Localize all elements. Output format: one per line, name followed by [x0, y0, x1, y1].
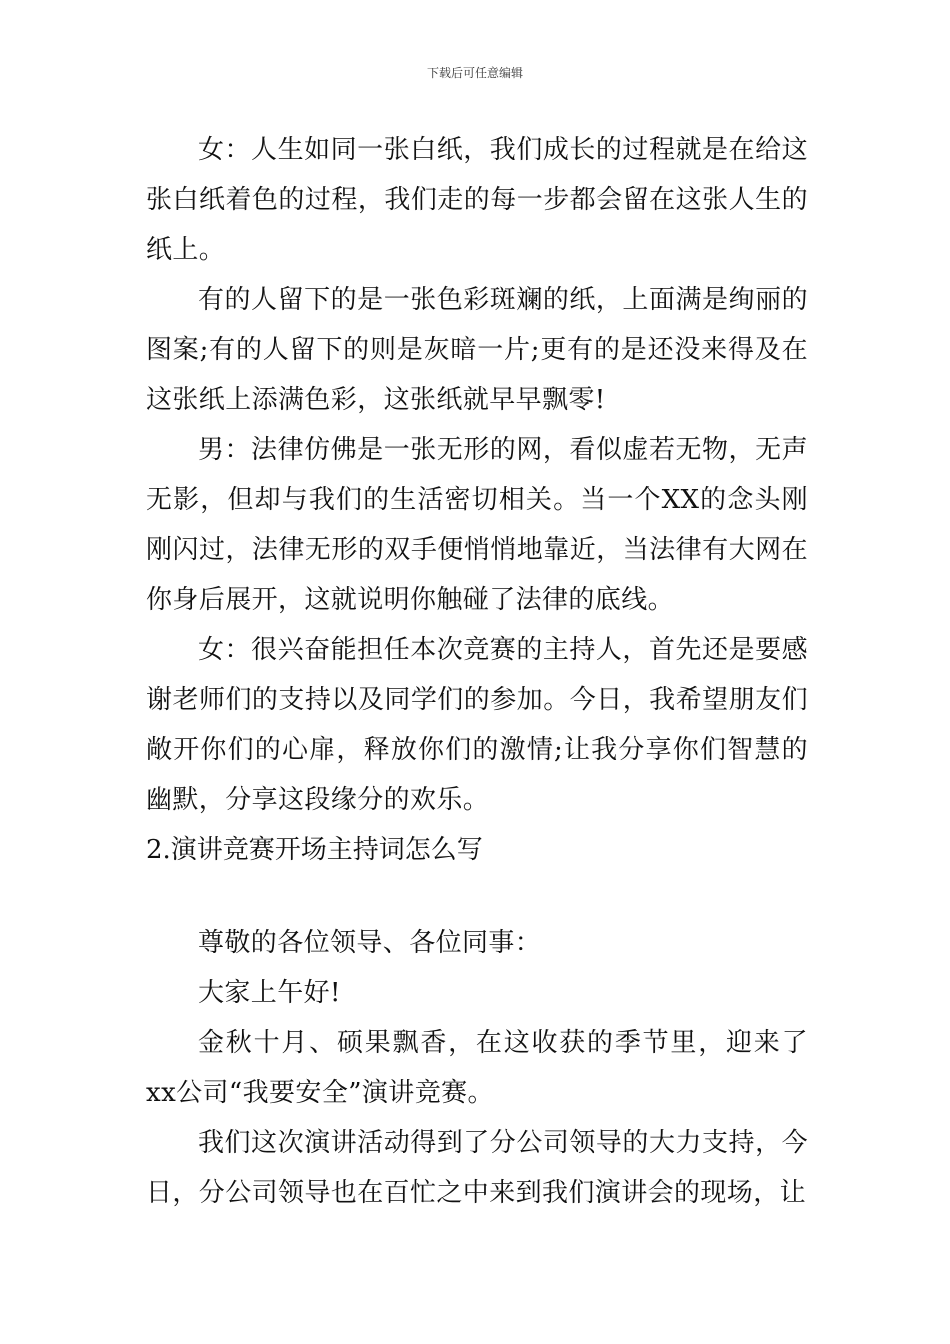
paragraph-colorful-paper: 有的人留下的是一张色彩斑斓的纸，上面满是绚丽的图案;有的人留下的则是灰暗一片;更有的是还没来得及在这张纸上添满色彩，这张纸就早早飘零!	[146, 285, 808, 415]
page-header: 下载后可任意编辑	[426, 66, 523, 80]
paragraph-support: 我们这次演讲活动得到了分公司领导的大力支持，今日，分公司领导也在百忙之中来到我们演讲会的现场，让	[146, 1128, 808, 1208]
paragraph-female-intro: 女：人生如同一张白纸，我们成长的过程就是在给这张白纸着色的过程，我们走的每一步都会留在这张人生的纸上。	[146, 135, 808, 265]
paragraph-salutation: 尊敬的各位领导、各位同事：	[198, 928, 542, 958]
paragraph-greeting: 大家上午好!	[198, 978, 341, 1008]
section-spacer	[146, 875, 808, 918]
section-heading: 2.演讲竞赛开场主持词怎么写	[146, 835, 483, 865]
paragraph-female-host: 女：很兴奋能担任本次竞赛的主持人，首先还是要感谢老师们的支持以及同学们的参加。今日，我希望朋友们敞开你们的心扉，释放你们的激情;让我分享你们智慧的幽默，分享这段缘分的欢乐。	[146, 635, 808, 815]
paragraph-autumn: 金秋十月、硕果飘香，在这收获的季节里，迎来了xx公司“我要安全”演讲竞赛。	[146, 1028, 808, 1108]
document-body	[146, 125, 808, 1218]
paragraph-male-law: 男：法律仿佛是一张无形的网，看似虚若无物，无声无影，但却与我们的生活密切相关。当一个XX的念头刚刚闪过，法律无形的双手便悄悄地靠近，当法律有大网在你身后展开，这就说明你触碰了法律的底线。	[146, 435, 808, 615]
